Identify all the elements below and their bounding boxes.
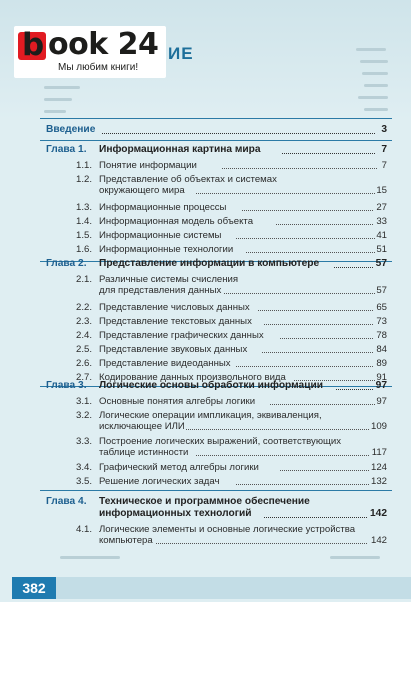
- chapter-title: Техническое и программное обеспечение: [99, 496, 310, 507]
- leader-dots: [236, 476, 369, 485]
- section-number: 1.6.: [76, 244, 93, 255]
- leader-dots: [222, 160, 377, 169]
- section-title: Представление текстовых данных: [99, 316, 252, 327]
- page-number: 142: [370, 535, 387, 546]
- section-number: 2.4.: [76, 330, 93, 341]
- section-number: 3.2.: [76, 410, 93, 421]
- page-number: 91: [376, 372, 387, 383]
- contents-heading-fragment: ИЕ: [168, 44, 194, 63]
- intro-label: Введение: [46, 124, 96, 135]
- section-number: 2.5.: [76, 344, 93, 355]
- page-number: 7: [381, 160, 387, 171]
- section-title: Решение логических задач: [99, 476, 220, 487]
- section-title: Различные системы счисления: [99, 274, 239, 285]
- logo-letter: b: [22, 27, 45, 63]
- book24-logo[interactable]: [14, 26, 166, 78]
- blurred-text-line: [360, 60, 388, 63]
- section-title: Информационные системы: [99, 230, 222, 241]
- chapter-label: Глава 3.: [46, 380, 87, 391]
- section-number: 1.2.: [76, 174, 93, 185]
- section-title: Построение логических выражений, соответствующих: [99, 436, 342, 447]
- section-number: 3.4.: [76, 462, 93, 473]
- leader-dots: [246, 244, 375, 253]
- page-folio-number: 382: [12, 577, 56, 599]
- page-number: 7: [381, 144, 387, 155]
- blurred-text-line: [364, 108, 388, 111]
- page-number: 57: [375, 258, 387, 269]
- page-number: 41: [376, 230, 387, 241]
- blurred-text-line: [44, 98, 72, 101]
- leader-dots: [224, 285, 375, 294]
- section-title-continued: компьютера: [99, 535, 153, 546]
- leader-dots: [282, 144, 375, 154]
- page-number: 73: [376, 316, 387, 327]
- leader-dots: [280, 462, 369, 471]
- section-number: 2.2.: [76, 302, 93, 313]
- page-number: 124: [370, 462, 387, 473]
- section-number: 2.3.: [76, 316, 93, 327]
- page-number: 117: [371, 447, 387, 458]
- section-title: Информационные технологии: [99, 244, 234, 255]
- section-title: Представление об объектах и системах: [99, 174, 277, 185]
- leader-dots: [270, 396, 375, 405]
- section-number: 2.7.: [76, 372, 93, 383]
- page-number: 33: [376, 216, 387, 227]
- leader-dots: [236, 358, 373, 367]
- section-number: 3.1.: [76, 396, 93, 407]
- leader-dots: [196, 447, 369, 456]
- divider: [40, 118, 392, 119]
- chapter-label: Глава 1.: [46, 144, 87, 155]
- page-number: 97: [375, 380, 387, 391]
- page-number: 65: [376, 302, 387, 313]
- section-title: Информационные процессы: [99, 202, 227, 213]
- page-number: 97: [376, 396, 387, 407]
- leader-dots: [336, 380, 373, 390]
- leader-dots: [334, 258, 373, 268]
- leader-dots: [242, 202, 373, 211]
- page-number: 132: [370, 476, 387, 487]
- section-title: Логические операции импликация, эквиваленция,: [99, 410, 322, 421]
- blurred-text-line: [362, 72, 388, 75]
- section-number: 2.6.: [76, 358, 93, 369]
- section-number: 1.4.: [76, 216, 93, 227]
- page-number: 27: [376, 202, 387, 213]
- leader-dots: [196, 185, 375, 194]
- leader-dots: [186, 421, 369, 430]
- section-number: 1.5.: [76, 230, 93, 241]
- page-number: 84: [376, 344, 387, 355]
- page-number: 15: [376, 185, 387, 196]
- chapter-title: Представление информации в компьютере: [99, 258, 320, 269]
- chapter-title: Информационная картина мира: [99, 144, 261, 155]
- logo-tagline: Мы любим книги!: [58, 62, 139, 73]
- section-title: Информационная модель объекта: [99, 216, 254, 227]
- section-number: 1.1.: [76, 160, 93, 171]
- leader-dots: [258, 302, 373, 311]
- section-title: Понятие информации: [99, 160, 197, 171]
- blurred-text-line: [358, 96, 388, 99]
- leader-dots: [102, 124, 375, 134]
- leader-dots: [276, 216, 373, 225]
- page-number: 109: [370, 421, 387, 432]
- section-number: 1.3.: [76, 202, 93, 213]
- leader-dots: [236, 230, 375, 239]
- section-title-continued: исключающее ИЛИ: [99, 421, 185, 432]
- blurred-text-line: [44, 86, 80, 89]
- section-title: Логические элементы и основные логические устройства: [99, 524, 356, 535]
- chapter-label: Глава 2.: [46, 258, 87, 269]
- section-title: Представление графических данных: [99, 330, 264, 341]
- section-number: 2.1.: [76, 274, 93, 285]
- section-title: Представление числовых данных: [99, 302, 250, 313]
- section-title: Представление звуковых данных: [99, 344, 248, 355]
- page-number: 78: [376, 330, 387, 341]
- divider: [40, 140, 392, 141]
- blurred-text-line: [60, 556, 120, 559]
- section-number: 3.5.: [76, 476, 93, 487]
- blurred-text-line: [330, 556, 380, 559]
- chapter-label: Глава 4.: [46, 496, 87, 507]
- section-title-continued: таблице истинности: [99, 447, 189, 458]
- page-number: 51: [376, 244, 387, 255]
- leader-dots: [262, 344, 373, 353]
- section-title: Основные понятия алгебры логики: [99, 396, 256, 407]
- section-title-continued: окружающего мира: [99, 185, 185, 196]
- section-title: Графический метод алгебры логики: [99, 462, 259, 473]
- page-number: 57: [376, 285, 387, 296]
- page-number: 142: [370, 508, 387, 519]
- leader-dots: [264, 508, 367, 518]
- section-title: Кодирование данных произвольного вида: [99, 372, 286, 383]
- page-number: 3: [381, 124, 387, 135]
- chapter-title-continued: информационных технологий: [99, 508, 252, 519]
- leader-dots: [264, 316, 373, 325]
- leader-dots: [280, 330, 373, 339]
- blurred-text-line: [364, 84, 388, 87]
- divider: [40, 490, 392, 491]
- leader-dots: [156, 535, 367, 544]
- page-number: 89: [376, 358, 387, 369]
- section-number: 4.1.: [76, 524, 93, 535]
- chapter-title: Логические основы обработки информации: [99, 380, 323, 391]
- logo-name: ook 24: [48, 27, 159, 62]
- blurred-text-line: [44, 110, 66, 113]
- section-title-continued: для представления данных: [99, 285, 222, 296]
- section-number: 3.3.: [76, 436, 93, 447]
- blurred-text-line: [356, 48, 386, 51]
- section-title: Представление видеоданных: [99, 358, 231, 369]
- folio-strip: [56, 577, 411, 599]
